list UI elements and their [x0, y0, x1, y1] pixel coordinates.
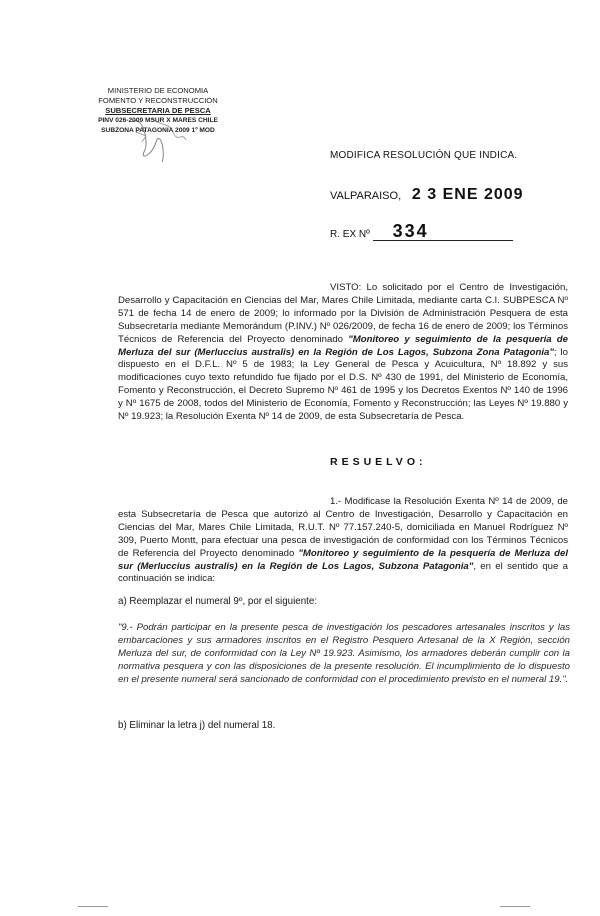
visto-text-1: Lo solicitado por el Centro de Investigación, Desarrollo y Capacitación en Ciencias del Mar, Mares Chile Limitada, mediante carta C.I. SUBPESCA Nº 571 de fecha 14 de enero de 2009; lo informado por la División de Administración Pesquera de esta Subsecretaría mediante Memorándum (P.INV.) Nº 026/2009, de fecha 16 de enero de 2009; los Términos Técnicos de Referencia del Proyecto denominado	[118, 282, 568, 345]
footer-mark-left	[78, 906, 108, 907]
header-line-pinv: PINV 026-2009 MSUR X MARES CHILE	[98, 117, 218, 124]
document-subject: MODIFICA RESOLUCIÓN QUE INDICA.	[330, 150, 518, 161]
header-line-subsecretaria: SUBSECRETARIA DE PESCA	[105, 106, 211, 115]
header-line-fomento: FOMENTO Y RECONSTRUCCION	[98, 96, 218, 105]
resolution-prefix: R. EX Nº	[330, 229, 370, 240]
item-a: a) Reemplazar el numeral 9º, por el siguiente:	[118, 596, 318, 607]
signature-scribble-icon	[122, 112, 192, 164]
quoted-numeral-9: "9.- Podrán participar en la presente pesca de investigación los pescadores artesanales inscritos y las embarcaciones y sus armadores inscritos en el Registro Pesquero Artesanal de la X Región, sección Merluza del sur, de conformidad con la Ley Nº 19.923. Asimismo, los armadores deberán cumplir con la normativa pesquera y con las disposiciones de la presente resolución. El incumplimiento de lo dispuesto en el presente numeral será sancionado de conformidad con el procedimiento previsto en el numeral 19.".	[118, 622, 570, 685]
date-stamp: 2 3 ENE 2009	[411, 186, 524, 203]
city-label: VALPARAISO,	[330, 190, 402, 202]
article-1-text-1: 1.- Modificase la Resolución Exenta Nº 14 de 2009, de esta Subsecretaría de Pesca que autorizó al Centro de Investigación, Desarrollo y Capacitación en Ciencias del Mar, Mares Chile Limitada, R.U.T. Nº 77.157.240-5, domiciliada en Manuel Rodríguez Nº 309, Puerto Montt, para efectuar una pesca de investigación de conformidad con los Términos Técnicos de Referencia del Proyecto denominado	[118, 496, 568, 559]
header-line-ministry: MINISTERIO DE ECONOMIA	[107, 86, 209, 95]
visto-paragraph	[118, 282, 568, 424]
footer-mark-right	[500, 906, 530, 907]
resuelvo-heading: RESUELVO:	[330, 456, 427, 468]
place-date	[330, 186, 524, 204]
visto-label: VISTO:	[330, 282, 362, 293]
resolution-article-1	[118, 496, 568, 586]
visto-project-name: "Monitoreo y seguimiento de la pesquería de Merluza del sur (Merluccius australis) en la Región de Los Lagos, Subzona Zona Patagonia"	[118, 333, 568, 358]
article-1-text-2: , en el sentido que a continuación se indica:	[118, 560, 568, 585]
resolution-number	[330, 222, 513, 241]
resolution-number-value: 334	[373, 222, 513, 241]
visto-text-2: ; lo dispuesto en el D.F.L. Nº 5 de 1983; la Ley General de Pesca y Acuicultura, Nº 18.892 y sus modificaciones cuyo texto refundido fue fijado por el D.S. Nº 430 de 1991, del Ministerio de Economía, Fomento y Reconstrucción, el Decreto Supremo Nº 461 de 1995 y los Decretos Exentos Nº 140 de 1996 y Nº 1675 de 2008, todos del Ministerio de Economía, Fomento y Reconstrucción; las Leyes Nº 19.880 y Nº 19.923; la Resolución Exenta Nº 14 de 2009, de esta Subsecretaría de Pesca.	[118, 346, 568, 423]
item-b: b) Eliminar la letra j) del numeral 18.	[118, 720, 276, 731]
header-line-subzona: SUBZONA PATAGONIA 2009 1º MOD	[101, 127, 215, 134]
article-1-project-name: "Monitoreo y seguimiento de la pesquería de Merluza del sur (Merluccius australis) en la Región de Los Lagos, Subzona Patagonia"	[118, 547, 568, 572]
